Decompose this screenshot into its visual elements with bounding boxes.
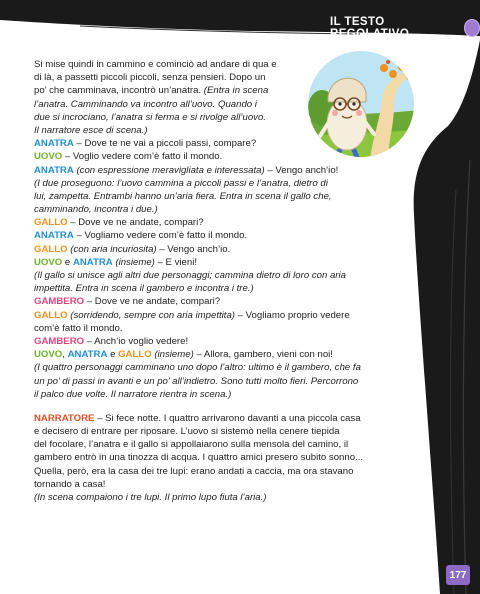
text-line (34, 282, 429, 295)
dialogue-text: com’è fatto il mondo. (34, 322, 123, 334)
speaker-name: GALLO (34, 309, 68, 321)
text-line (34, 322, 429, 335)
stage-direction: (I quattro personaggi camminano uno dopo l’altro: ultimo è il gambero, che fa (34, 362, 361, 374)
speaker-name: ANATRA (34, 230, 74, 242)
speaker-name: ANATRA (67, 349, 108, 361)
dialogue-text: – Dove ve ne andate, compari? (67, 217, 204, 229)
text-line (34, 203, 429, 216)
dialogue-text: – Allora, gambero, vieni con noi! (193, 349, 333, 361)
text-line (34, 216, 429, 229)
dialogue-text: – Si fece notte. I quattro arrivarono davanti a una piccola casa (94, 412, 361, 424)
speaker-name: ANATRA (34, 164, 74, 176)
purple-dot-icon (464, 19, 480, 37)
text-line (34, 465, 429, 478)
speaker-name: UOVO (34, 256, 63, 268)
stage-direction: (Il gallo si unisce agli altri due personaggi; cammina dietro di loro con aria (34, 270, 346, 281)
text-line (34, 111, 429, 124)
text-line (34, 190, 429, 203)
dialogue-text: del focolare, l’anatra e il gallo si appollaiarono sulla mensola del camino, il (34, 439, 349, 451)
dialogue-text: di là, a passetti piccoli piccoli, senza pensieri. Dopo un (34, 72, 266, 84)
text-line (34, 375, 429, 388)
stage-direction: lui, zampetta. Entrambi hanno un’aria fiera. Entra in scena il gallo che, (34, 190, 332, 202)
text-line (34, 256, 429, 269)
dialogue-text: – Vogliamo vedere com’è fatto il mondo. (73, 230, 248, 242)
text-line (34, 229, 429, 242)
section-header (330, 17, 480, 39)
dialogue-text: gambero entrò in una tinozza di acqua. I quattro amici presero subito sonno... (34, 452, 364, 464)
story-text (34, 58, 429, 504)
text-line (34, 150, 429, 163)
text-line (34, 124, 429, 137)
stage-direction: (insieme) (112, 256, 155, 268)
text-line (34, 478, 429, 491)
text-line (34, 84, 429, 97)
text-line (34, 58, 429, 71)
stage-direction: (In scena compaiono i tre lupi. Il primo lupo fiuta l’aria.) (34, 492, 267, 503)
dialogue-text: – Voglio vedere com’è fatto il mondo. (62, 151, 223, 163)
stage-direction: due si incrociano, l’anatra si ferma e si rivolge all’uovo. (34, 111, 266, 123)
dialogue-text: e decisero di entrare per riposare. L’uovo si sistemò nella cenere tiepida (34, 426, 340, 438)
speaker-name: NARRATORE (34, 412, 95, 424)
text-line (34, 451, 429, 464)
dialogue-text: – Vogliamo proprio vedere (235, 309, 350, 321)
dialogue-text: – Vengo anch’io. (156, 243, 231, 255)
dialogue-text: – E vieni! (154, 256, 197, 268)
stage-direction: Il narratore esce di scena.) (34, 124, 148, 136)
stage-direction: impettita. Entra in scena il gambero e incontra i tre.) (34, 283, 254, 295)
text-line (34, 269, 429, 282)
speaker-name: UOVO (34, 349, 63, 361)
text-line (34, 137, 429, 150)
dialogue-text: , (62, 349, 68, 361)
stage-direction: l’anatra. Camminando va incontro all’uovo. Quando i (34, 98, 257, 110)
dialogue-text: – Vengo anch’io! (264, 164, 339, 176)
text-line (34, 425, 429, 438)
text-line (34, 348, 429, 361)
text-line (34, 412, 429, 425)
dialogue-text: tornando a casa! (34, 478, 106, 490)
text-line (34, 401, 429, 412)
text-line (34, 295, 429, 308)
dialogue-text: Si mise quindi in cammino e cominciò ad andare di qua e (34, 59, 277, 70)
speaker-name: GAMBERO (34, 335, 85, 347)
text-line (34, 98, 429, 111)
text-line (34, 361, 429, 374)
dialogue-text: e (107, 349, 119, 361)
speaker-name: ANATRA (72, 256, 113, 268)
text-line (34, 335, 429, 348)
dialogue-text: – Dove ve ne andate, compari? (84, 296, 221, 308)
dialogue-text: po’ che camminava, incontrò un’anatra. (34, 85, 204, 97)
speaker-name: GAMBERO (34, 296, 85, 308)
stage-direction: (I due proseguono: l’uovo cammina a piccoli passi e l’anatra, dietro di (34, 177, 328, 189)
stage-direction: (con aria incuriosita) (67, 243, 157, 255)
stage-direction: (con espressione meravigliata e interessata) (73, 164, 265, 176)
page-number: 177 (446, 565, 470, 585)
dialogue-text: e (62, 256, 73, 268)
speaker-name: GALLO (118, 349, 152, 361)
text-line (34, 309, 429, 322)
text-line (34, 388, 429, 401)
section-title: IL TESTO REGOLATIVO (330, 16, 410, 40)
text-line (34, 177, 429, 190)
stage-direction: il palco due volte. Il narratore rientra in scena.) (34, 388, 232, 400)
text-line (34, 164, 429, 177)
stage-direction: (sorridendo, sempre con aria impettita) (67, 309, 236, 321)
dialogue-text: Quella, però, era la casa dei tre lupi: erano andati a caccia, ma ora stavano (34, 465, 354, 477)
text-line (34, 243, 429, 256)
text-line (34, 71, 429, 84)
speaker-name: UOVO (34, 151, 63, 163)
dialogue-text: – Anch’io voglio vedere! (84, 335, 189, 347)
stage-direction: un po’ di passi in avanti e un po’ all’indietro. Sono tutti molto fieri. Percorrono (34, 375, 359, 387)
speaker-name: GALLO (34, 243, 68, 255)
stage-direction: (insieme) (151, 349, 194, 361)
dialogue-text: – Dove te ne vai a piccoli passi, compare? (73, 138, 257, 150)
speaker-name: GALLO (34, 217, 68, 229)
text-line (34, 491, 429, 504)
stage-direction: (Entra in scena (203, 85, 269, 97)
speaker-name: ANATRA (34, 138, 74, 150)
stage-direction: camminando, incontra i due.) (34, 204, 158, 216)
text-line (34, 438, 429, 451)
